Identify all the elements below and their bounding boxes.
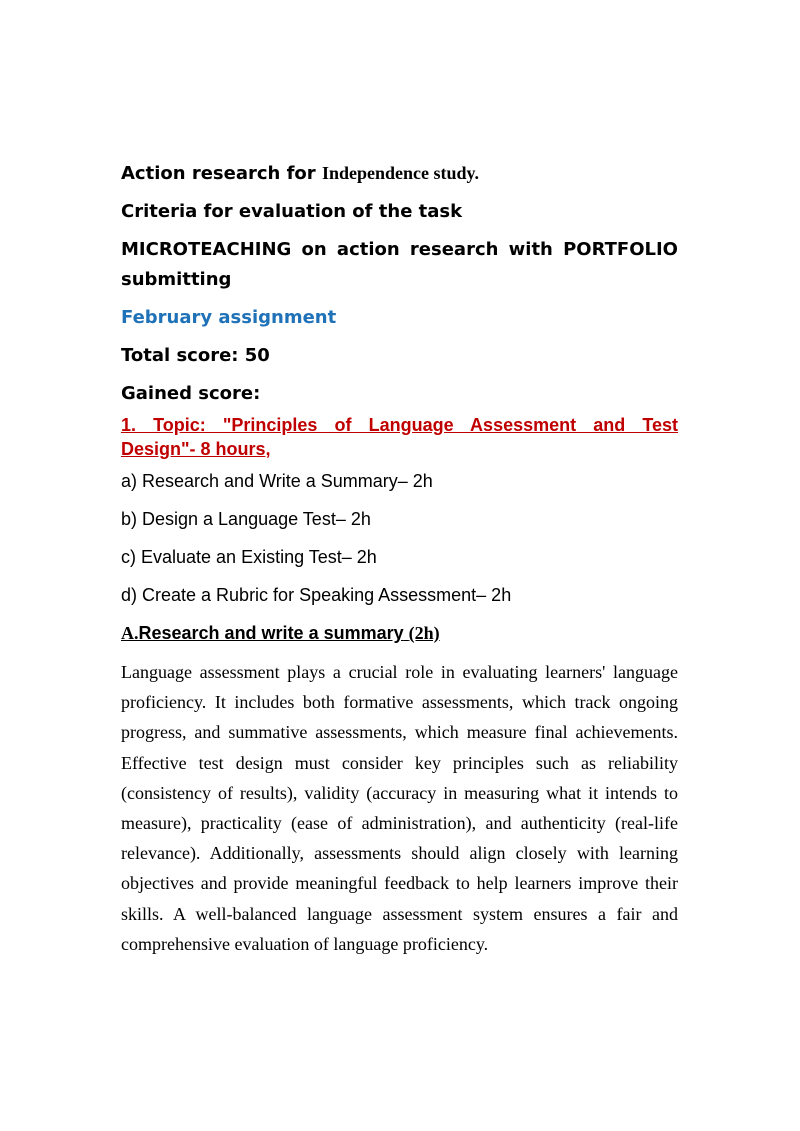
microteaching-heading-line2: submitting	[121, 269, 232, 290]
assignment-heading: February assignment	[121, 307, 337, 328]
criteria-heading: Criteria for evaluation of the task	[121, 201, 463, 222]
topic-line2: Design"- 8 hours,	[121, 439, 271, 459]
task-item-c: c) Evaluate an Existing Test– 2h	[121, 547, 377, 567]
section-a-hours: (2h)	[408, 623, 440, 643]
section-a-heading	[121, 621, 678, 645]
title-prefix: Action research for	[121, 163, 316, 184]
document-page	[121, 158, 678, 959]
task-item-b: b) Design a Language Test– 2h	[121, 509, 371, 529]
topic-line1: 1. Topic: "Principles of Language Assessment and Test	[121, 415, 678, 435]
title-suffix: Independence study.	[321, 163, 480, 183]
task-item-d: d) Create a Rubric for Speaking Assessment– 2h	[121, 585, 512, 605]
section-a-title: Research and write a summary	[138, 623, 404, 643]
total-score: Total score: 50	[121, 345, 270, 366]
task-item-a: a) Research and Write a Summary– 2h	[121, 471, 433, 491]
document-title	[121, 158, 678, 189]
section-a-letter: A.	[121, 623, 139, 643]
summary-paragraph: Language assessment plays a crucial role in evaluating learners' language proficiency. It includes both formative assessments, which track ongoing progress, and summative assessments, which measure final achievements. Effective test design must consider key principles such as reliability (consistency of results), validity (accuracy in measuring what it intends to measure), practicality (ease of administration), and authenticity (real-life relevance). Additionally, assessments should align closely with learning objectives and provide meaningful feedback to help learners improve their skills. A well-balanced language assessment system ensures a fair and comprehensive evaluation of language proficiency.	[121, 662, 678, 954]
gained-score: Gained score:	[121, 383, 261, 404]
microteaching-heading-line1: MICROTEACHING on action research with PORTFOLIO	[121, 239, 678, 260]
topic-heading	[121, 413, 678, 461]
